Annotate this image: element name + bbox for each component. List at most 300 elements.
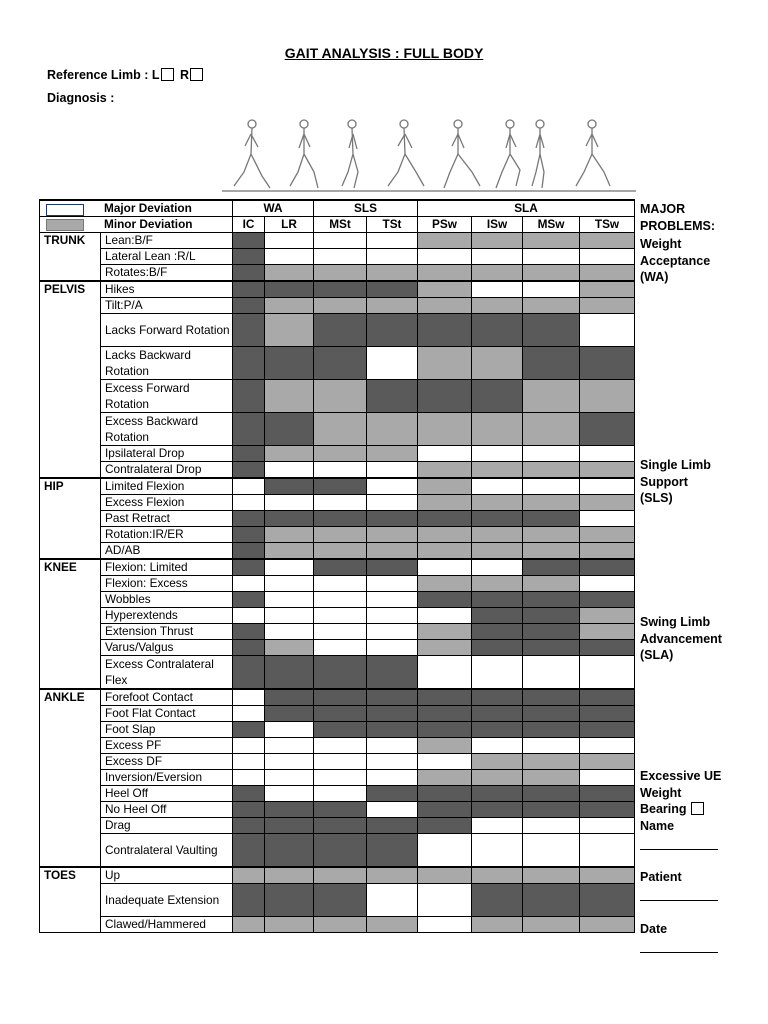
- deviation-cell[interactable]: [314, 543, 367, 560]
- deviation-cell[interactable]: [580, 640, 635, 656]
- deviation-cell[interactable]: [233, 314, 265, 347]
- deviation-cell[interactable]: [523, 281, 580, 298]
- deviation-cell[interactable]: [233, 608, 265, 624]
- deviation-cell[interactable]: [580, 738, 635, 754]
- table-row: [40, 786, 635, 802]
- deviation-cell[interactable]: [472, 917, 523, 933]
- deviation-cell[interactable]: [523, 446, 580, 462]
- deviation-cell[interactable]: [265, 511, 314, 527]
- deviation-cell[interactable]: [418, 233, 472, 249]
- deviation-cell[interactable]: [314, 478, 367, 495]
- deviation-cell[interactable]: [580, 314, 635, 347]
- deviation-cell[interactable]: [523, 754, 580, 770]
- deviation-cell[interactable]: [314, 380, 367, 413]
- deviation-cell[interactable]: [314, 347, 367, 380]
- deviation-cell[interactable]: [472, 608, 523, 624]
- deviation-cell[interactable]: [367, 706, 418, 722]
- deviation-cell[interactable]: [523, 867, 580, 884]
- deviation-cell[interactable]: [523, 511, 580, 527]
- deviation-cell[interactable]: [472, 689, 523, 706]
- deviation-cell[interactable]: [580, 380, 635, 413]
- deviation-cell[interactable]: [367, 640, 418, 656]
- left-limb-checkbox[interactable]: [161, 68, 174, 81]
- deviation-cell[interactable]: [314, 624, 367, 640]
- deviation-cell[interactable]: [580, 754, 635, 770]
- deviation-cell[interactable]: [367, 867, 418, 884]
- deviation-cell[interactable]: [580, 559, 635, 576]
- deviation-cell[interactable]: [472, 478, 523, 495]
- deviation-cell[interactable]: [314, 917, 367, 933]
- deviation-cell[interactable]: [265, 478, 314, 495]
- deviation-cell[interactable]: [472, 314, 523, 347]
- deviation-cell[interactable]: [314, 818, 367, 834]
- deviation-cell[interactable]: [523, 706, 580, 722]
- deviation-cell[interactable]: [265, 380, 314, 413]
- deviation-cell[interactable]: [418, 380, 472, 413]
- deviation-cell[interactable]: [472, 462, 523, 479]
- deviation-cell[interactable]: [314, 298, 367, 314]
- table-row: [40, 298, 635, 314]
- deviation-cell[interactable]: [580, 478, 635, 495]
- deviation-cell[interactable]: [580, 446, 635, 462]
- deviation-cell[interactable]: [265, 640, 314, 656]
- deviation-cell[interactable]: [418, 462, 472, 479]
- deviation-cell[interactable]: [418, 608, 472, 624]
- deviation-cell[interactable]: [265, 884, 314, 917]
- deviation-cell[interactable]: [418, 576, 472, 592]
- deviation-cell[interactable]: [580, 347, 635, 380]
- deviation-cell[interactable]: [580, 495, 635, 511]
- deviation-cell[interactable]: [472, 834, 523, 868]
- deviation-cell[interactable]: [418, 347, 472, 380]
- deviation-cell[interactable]: [233, 559, 265, 576]
- deviation-cell[interactable]: [265, 347, 314, 380]
- excessive-ue-checkbox[interactable]: [691, 802, 704, 815]
- deviation-cell[interactable]: [367, 592, 418, 608]
- deviation-cell[interactable]: [523, 495, 580, 511]
- deviation-cell[interactable]: [314, 462, 367, 479]
- deviation-cell[interactable]: [418, 818, 472, 834]
- deviation-cell[interactable]: [472, 233, 523, 249]
- deviation-cell[interactable]: [418, 478, 472, 495]
- deviation-cell[interactable]: [367, 802, 418, 818]
- right-limb-checkbox[interactable]: [190, 68, 203, 81]
- deviation-cell[interactable]: [233, 281, 265, 298]
- deviation-cell[interactable]: [523, 818, 580, 834]
- deviation-cell[interactable]: [580, 722, 635, 738]
- deviation-cell[interactable]: [472, 265, 523, 282]
- deviation-cell[interactable]: [265, 413, 314, 446]
- deviation-cell[interactable]: [314, 802, 367, 818]
- deviation-cell[interactable]: [418, 511, 472, 527]
- deviation-cell[interactable]: [233, 884, 265, 917]
- deviation-cell[interactable]: [523, 559, 580, 576]
- patient-line[interactable]: [640, 900, 718, 901]
- deviation-cell[interactable]: [418, 770, 472, 786]
- deviation-cell[interactable]: [418, 738, 472, 754]
- deviation-cell[interactable]: [367, 265, 418, 282]
- deviation-cell[interactable]: [472, 754, 523, 770]
- deviation-cell[interactable]: [265, 249, 314, 265]
- deviation-cell[interactable]: [265, 834, 314, 868]
- deviation-cell[interactable]: [265, 298, 314, 314]
- deviation-label: Excess Contralateral Flex: [101, 656, 233, 690]
- deviation-cell[interactable]: [418, 527, 472, 543]
- deviation-cell[interactable]: [580, 608, 635, 624]
- deviation-cell[interactable]: [523, 347, 580, 380]
- deviation-cell[interactable]: [523, 656, 580, 690]
- deviation-cell[interactable]: [233, 413, 265, 446]
- deviation-cell[interactable]: [233, 640, 265, 656]
- deviation-cell[interactable]: [472, 592, 523, 608]
- deviation-cell[interactable]: [418, 786, 472, 802]
- deviation-cell[interactable]: [523, 543, 580, 560]
- deviation-cell[interactable]: [233, 576, 265, 592]
- deviation-cell[interactable]: [472, 722, 523, 738]
- deviation-cell[interactable]: [367, 786, 418, 802]
- deviation-cell[interactable]: [233, 738, 265, 754]
- deviation-cell[interactable]: [233, 834, 265, 868]
- deviation-cell[interactable]: [233, 446, 265, 462]
- deviation-cell[interactable]: [233, 511, 265, 527]
- deviation-cell[interactable]: [367, 314, 418, 347]
- deviation-cell[interactable]: [523, 722, 580, 738]
- deviation-cell[interactable]: [580, 770, 635, 786]
- deviation-cell[interactable]: [367, 559, 418, 576]
- deviation-cell[interactable]: [472, 347, 523, 380]
- deviation-cell[interactable]: [265, 917, 314, 933]
- deviation-cell[interactable]: [265, 738, 314, 754]
- deviation-cell[interactable]: [233, 265, 265, 282]
- deviation-label: Forefoot Contact: [101, 689, 233, 706]
- deviation-cell[interactable]: [580, 867, 635, 884]
- deviation-cell[interactable]: [265, 592, 314, 608]
- deviation-cell[interactable]: [472, 559, 523, 576]
- deviation-cell[interactable]: [523, 462, 580, 479]
- deviation-cell[interactable]: [418, 689, 472, 706]
- deviation-cell[interactable]: [367, 884, 418, 917]
- deviation-cell[interactable]: [472, 884, 523, 917]
- deviation-cell[interactable]: [472, 786, 523, 802]
- deviation-cell[interactable]: [367, 608, 418, 624]
- deviation-cell[interactable]: [580, 576, 635, 592]
- deviation-cell[interactable]: [265, 281, 314, 298]
- deviation-cell[interactable]: [367, 834, 418, 868]
- deviation-cell[interactable]: [314, 576, 367, 592]
- deviation-cell[interactable]: [265, 608, 314, 624]
- deviation-cell[interactable]: [233, 380, 265, 413]
- deviation-cell[interactable]: [233, 802, 265, 818]
- deviation-cell[interactable]: [367, 495, 418, 511]
- deviation-cell[interactable]: [314, 867, 367, 884]
- deviation-cell[interactable]: [265, 527, 314, 543]
- deviation-cell[interactable]: [233, 249, 265, 265]
- deviation-cell[interactable]: [233, 706, 265, 722]
- deviation-cell[interactable]: [314, 281, 367, 298]
- deviation-cell[interactable]: [523, 738, 580, 754]
- deviation-cell[interactable]: [233, 917, 265, 933]
- deviation-cell[interactable]: [367, 511, 418, 527]
- deviation-cell[interactable]: [265, 559, 314, 576]
- deviation-cell[interactable]: [523, 917, 580, 933]
- deviation-cell[interactable]: [523, 233, 580, 249]
- deviation-cell[interactable]: [314, 770, 367, 786]
- deviation-cell[interactable]: [472, 770, 523, 786]
- deviation-cell[interactable]: [523, 576, 580, 592]
- deviation-cell[interactable]: [233, 462, 265, 479]
- deviation-cell[interactable]: [523, 802, 580, 818]
- deviation-cell[interactable]: [367, 754, 418, 770]
- deviation-cell[interactable]: [265, 446, 314, 462]
- deviation-cell[interactable]: [265, 786, 314, 802]
- deviation-cell[interactable]: [472, 802, 523, 818]
- deviation-cell[interactable]: [233, 478, 265, 495]
- deviation-cell[interactable]: [523, 640, 580, 656]
- deviation-cell[interactable]: [367, 527, 418, 543]
- deviation-cell[interactable]: [472, 281, 523, 298]
- deviation-cell[interactable]: [580, 543, 635, 560]
- deviation-cell[interactable]: [367, 624, 418, 640]
- deviation-cell[interactable]: [418, 867, 472, 884]
- deviation-cell[interactable]: [472, 380, 523, 413]
- deviation-cell[interactable]: [367, 298, 418, 314]
- deviation-cell[interactable]: [523, 770, 580, 786]
- date-line[interactable]: [640, 952, 718, 953]
- deviation-cell[interactable]: [233, 298, 265, 314]
- deviation-cell[interactable]: [367, 380, 418, 413]
- deviation-cell[interactable]: [523, 834, 580, 868]
- deviation-cell[interactable]: [418, 640, 472, 656]
- deviation-cell[interactable]: [265, 818, 314, 834]
- deviation-cell[interactable]: [314, 656, 367, 690]
- deviation-cell[interactable]: [580, 249, 635, 265]
- deviation-cell[interactable]: [472, 527, 523, 543]
- deviation-cell[interactable]: [367, 478, 418, 495]
- deviation-cell[interactable]: [367, 818, 418, 834]
- deviation-cell[interactable]: [367, 281, 418, 298]
- deviation-cell[interactable]: [367, 917, 418, 933]
- deviation-cell[interactable]: [314, 834, 367, 868]
- deviation-cell[interactable]: [233, 495, 265, 511]
- deviation-cell[interactable]: [472, 511, 523, 527]
- deviation-cell[interactable]: [314, 233, 367, 249]
- deviation-cell[interactable]: [472, 249, 523, 265]
- deviation-cell[interactable]: [418, 624, 472, 640]
- deviation-cell[interactable]: [265, 867, 314, 884]
- deviation-cell[interactable]: [472, 818, 523, 834]
- deviation-cell[interactable]: [580, 592, 635, 608]
- deviation-cell[interactable]: [233, 867, 265, 884]
- deviation-cell[interactable]: [523, 298, 580, 314]
- deviation-cell[interactable]: [233, 527, 265, 543]
- deviation-cell[interactable]: [367, 446, 418, 462]
- deviation-cell[interactable]: [314, 446, 367, 462]
- deviation-cell[interactable]: [580, 265, 635, 282]
- deviation-cell[interactable]: [580, 786, 635, 802]
- deviation-cell[interactable]: [580, 656, 635, 690]
- deviation-cell[interactable]: [367, 656, 418, 690]
- deviation-cell[interactable]: [233, 233, 265, 249]
- deviation-cell[interactable]: [367, 689, 418, 706]
- deviation-cell[interactable]: [265, 722, 314, 738]
- deviation-cell[interactable]: [580, 233, 635, 249]
- deviation-cell[interactable]: [367, 738, 418, 754]
- deviation-cell[interactable]: [418, 656, 472, 690]
- deviation-cell[interactable]: [233, 754, 265, 770]
- deviation-cell[interactable]: [233, 818, 265, 834]
- deviation-cell[interactable]: [418, 722, 472, 738]
- deviation-cell[interactable]: [418, 265, 472, 282]
- deviation-cell[interactable]: [580, 834, 635, 868]
- deviation-cell[interactable]: [418, 413, 472, 446]
- deviation-cell[interactable]: [580, 884, 635, 917]
- deviation-cell[interactable]: [418, 592, 472, 608]
- deviation-cell[interactable]: [233, 656, 265, 690]
- deviation-cell[interactable]: [233, 543, 265, 560]
- deviation-cell[interactable]: [367, 233, 418, 249]
- deviation-cell[interactable]: [418, 754, 472, 770]
- deviation-cell[interactable]: [418, 543, 472, 560]
- deviation-cell[interactable]: [580, 689, 635, 706]
- deviation-cell[interactable]: [265, 576, 314, 592]
- deviation-cell[interactable]: [418, 884, 472, 917]
- deviation-cell[interactable]: [314, 722, 367, 738]
- deviation-cell[interactable]: [580, 462, 635, 479]
- deviation-cell[interactable]: [472, 495, 523, 511]
- deviation-cell[interactable]: [418, 834, 472, 868]
- deviation-cell[interactable]: [472, 298, 523, 314]
- deviation-cell[interactable]: [314, 738, 367, 754]
- deviation-cell[interactable]: [314, 495, 367, 511]
- deviation-cell[interactable]: [523, 786, 580, 802]
- deviation-cell[interactable]: [265, 706, 314, 722]
- deviation-cell[interactable]: [472, 543, 523, 560]
- deviation-cell[interactable]: [233, 624, 265, 640]
- deviation-cell[interactable]: [233, 770, 265, 786]
- deviation-cell[interactable]: [265, 689, 314, 706]
- deviation-cell[interactable]: [523, 380, 580, 413]
- deviation-cell[interactable]: [580, 281, 635, 298]
- deviation-cell[interactable]: [580, 527, 635, 543]
- deviation-cell[interactable]: [418, 559, 472, 576]
- deviation-cell[interactable]: [314, 265, 367, 282]
- deviation-cell[interactable]: [314, 754, 367, 770]
- deviation-cell[interactable]: [314, 689, 367, 706]
- deviation-cell[interactable]: [314, 527, 367, 543]
- deviation-cell[interactable]: [472, 576, 523, 592]
- deviation-cell[interactable]: [314, 640, 367, 656]
- deviation-cell[interactable]: [367, 462, 418, 479]
- deviation-cell[interactable]: [265, 770, 314, 786]
- deviation-cell[interactable]: [233, 689, 265, 706]
- deviation-cell[interactable]: [265, 495, 314, 511]
- deviation-cell[interactable]: [367, 576, 418, 592]
- deviation-cell[interactable]: [523, 592, 580, 608]
- deviation-cell[interactable]: [314, 314, 367, 347]
- table-row: [40, 576, 635, 592]
- deviation-cell[interactable]: [418, 281, 472, 298]
- deviation-cell[interactable]: [472, 413, 523, 446]
- deviation-cell[interactable]: [523, 884, 580, 917]
- deviation-cell[interactable]: [418, 446, 472, 462]
- deviation-cell[interactable]: [314, 786, 367, 802]
- deviation-cell[interactable]: [580, 706, 635, 722]
- deviation-cell[interactable]: [472, 624, 523, 640]
- deviation-cell[interactable]: [418, 495, 472, 511]
- deviation-cell[interactable]: [580, 511, 635, 527]
- deviation-cell[interactable]: [472, 706, 523, 722]
- deviation-cell[interactable]: [314, 592, 367, 608]
- deviation-cell[interactable]: [233, 347, 265, 380]
- table-row: [40, 249, 635, 265]
- name-line[interactable]: [640, 849, 718, 850]
- deviation-cell[interactable]: [367, 249, 418, 265]
- deviation-cell[interactable]: [472, 867, 523, 884]
- deviation-cell[interactable]: [523, 413, 580, 446]
- deviation-cell[interactable]: [523, 314, 580, 347]
- deviation-cell[interactable]: [418, 802, 472, 818]
- deviation-cell[interactable]: [418, 706, 472, 722]
- deviation-cell[interactable]: [265, 462, 314, 479]
- deviation-cell[interactable]: [314, 559, 367, 576]
- deviation-cell[interactable]: [233, 592, 265, 608]
- deviation-cell[interactable]: [314, 884, 367, 917]
- deviation-cell[interactable]: [580, 802, 635, 818]
- deviation-cell[interactable]: [367, 347, 418, 380]
- deviation-cell[interactable]: [233, 722, 265, 738]
- deviation-cell[interactable]: [367, 413, 418, 446]
- deviation-cell[interactable]: [418, 249, 472, 265]
- deviation-cell[interactable]: [580, 917, 635, 933]
- deviation-cell[interactable]: [523, 527, 580, 543]
- deviation-cell[interactable]: [314, 249, 367, 265]
- deviation-cell[interactable]: [265, 624, 314, 640]
- deviation-cell[interactable]: [314, 706, 367, 722]
- deviation-cell[interactable]: [472, 656, 523, 690]
- deviation-cell[interactable]: [367, 543, 418, 560]
- deviation-cell[interactable]: [265, 543, 314, 560]
- deviation-cell[interactable]: [233, 786, 265, 802]
- deviation-cell[interactable]: [580, 298, 635, 314]
- deviation-cell[interactable]: [314, 511, 367, 527]
- deviation-cell[interactable]: [523, 265, 580, 282]
- deviation-cell[interactable]: [418, 917, 472, 933]
- deviation-cell[interactable]: [472, 738, 523, 754]
- deviation-cell[interactable]: [314, 608, 367, 624]
- deviation-cell[interactable]: [580, 413, 635, 446]
- deviation-cell[interactable]: [314, 413, 367, 446]
- deviation-cell[interactable]: [472, 446, 523, 462]
- deviation-cell[interactable]: [265, 656, 314, 690]
- deviation-cell[interactable]: [523, 478, 580, 495]
- deviation-cell[interactable]: [418, 314, 472, 347]
- deviation-cell[interactable]: [580, 624, 635, 640]
- deviation-cell[interactable]: [580, 818, 635, 834]
- deviation-cell[interactable]: [265, 233, 314, 249]
- deviation-cell[interactable]: [418, 298, 472, 314]
- deviation-cell[interactable]: [523, 608, 580, 624]
- deviation-cell[interactable]: [523, 624, 580, 640]
- deviation-cell[interactable]: [265, 265, 314, 282]
- deviation-cell[interactable]: [367, 722, 418, 738]
- deviation-cell[interactable]: [265, 754, 314, 770]
- deviation-cell[interactable]: [265, 314, 314, 347]
- deviation-cell[interactable]: [472, 640, 523, 656]
- deviation-cell[interactable]: [265, 802, 314, 818]
- deviation-cell[interactable]: [367, 770, 418, 786]
- deviation-cell[interactable]: [523, 249, 580, 265]
- deviation-cell[interactable]: [523, 689, 580, 706]
